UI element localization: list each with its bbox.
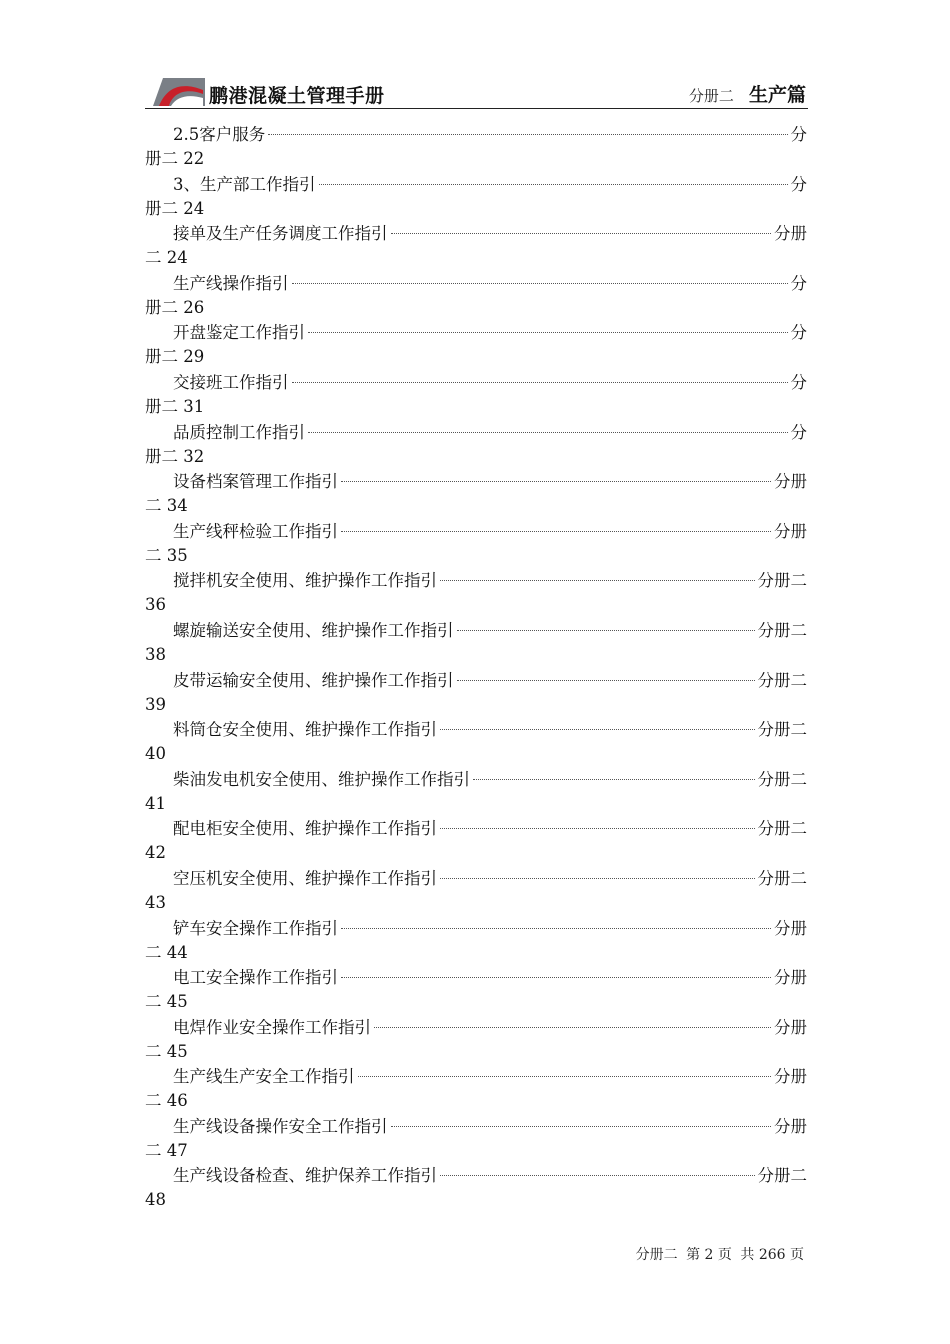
toc-entry[interactable] <box>145 717 807 767</box>
toc-entry-page: 二 46 <box>145 1091 188 1111</box>
toc-entry-line <box>145 519 807 544</box>
toc-entry-ref: 分 <box>790 273 807 293</box>
toc-leader-dots <box>374 1027 771 1028</box>
toc-entry-page: 39 <box>145 694 166 714</box>
toc-entry[interactable] <box>145 1015 807 1065</box>
toc-entry[interactable] <box>145 469 807 519</box>
toc-leader-dots <box>440 1175 755 1176</box>
toc-entry-page: 册二 32 <box>145 446 205 466</box>
toc-entry[interactable] <box>145 122 807 172</box>
toc-leader-dots <box>292 382 788 383</box>
toc-leader-dots <box>391 1126 772 1127</box>
toc-entry-line <box>145 618 807 643</box>
toc-entry[interactable] <box>145 568 807 618</box>
toc-entry-page: 册二 29 <box>145 347 205 367</box>
toc-leader-dots <box>358 1076 772 1077</box>
toc-entry-ref: 分册 <box>774 472 807 492</box>
toc-entry-title[interactable]: 生产线设备操作安全工作指引 <box>173 1116 388 1136</box>
toc-entry-page: 册二 24 <box>145 198 205 218</box>
volume-label: 分册二 <box>688 87 734 105</box>
toc-entry-ref: 分册二 <box>757 620 807 640</box>
toc-entry-page: 38 <box>145 644 166 664</box>
toc-entry-title[interactable]: 铲车安全操作工作指引 <box>173 918 338 938</box>
toc-leader-dots <box>308 332 788 333</box>
toc-entry-title[interactable]: 开盘鉴定工作指引 <box>173 323 305 343</box>
toc-entry-ref: 分册二 <box>757 868 807 888</box>
toc-entry[interactable] <box>145 1163 807 1213</box>
toc-leader-dots <box>308 432 788 433</box>
manual-title: 鹏港混凝土管理手册 <box>209 85 385 107</box>
toc-entry[interactable] <box>145 320 807 370</box>
toc-leader-dots <box>292 283 788 284</box>
toc-entry[interactable] <box>145 1114 807 1164</box>
toc-entry-ref: 分册 <box>774 968 807 988</box>
toc-entry-ref: 分册二 <box>757 720 807 740</box>
section-label: 生产篇 <box>748 84 806 106</box>
toc-leader-dots <box>341 977 771 978</box>
toc-leader-dots <box>457 630 755 631</box>
toc-entry-line <box>145 1163 807 1188</box>
toc-entry-line <box>145 767 807 792</box>
toc-entry-page: 二 24 <box>145 248 188 268</box>
page-header <box>145 74 808 109</box>
toc-entry-page: 43 <box>145 892 166 912</box>
toc-entry-line <box>145 271 807 296</box>
toc-entry-page: 册二 22 <box>145 149 205 168</box>
toc-entry-page: 册二 26 <box>145 297 205 317</box>
toc-entry-ref: 分 <box>790 323 807 343</box>
toc-entry-title[interactable]: 电工安全操作工作指引 <box>173 968 338 988</box>
toc-entry-page: 36 <box>145 595 166 615</box>
toc-entry-line <box>145 370 807 395</box>
toc-entry[interactable] <box>145 370 807 420</box>
toc-entry-ref: 分册 <box>774 224 807 244</box>
toc-entry-page: 42 <box>145 843 166 863</box>
toc-entry-title[interactable]: 料筒仓安全使用、维护操作工作指引 <box>173 720 437 740</box>
toc-entry-line <box>145 668 807 693</box>
company-logo <box>153 76 205 106</box>
toc-entry-ref: 分册 <box>774 521 807 541</box>
toc-entry-title[interactable]: 品质控制工作指引 <box>173 422 305 442</box>
header-section-label <box>689 80 806 107</box>
toc-entry-ref: 分册 <box>774 1116 807 1136</box>
toc-entry-title[interactable]: 生产线设备检查、维护保养工作指引 <box>173 1166 437 1186</box>
toc-entry-line <box>145 717 807 742</box>
toc-entry-title[interactable]: 3、生产部工作指引 <box>173 174 316 194</box>
toc-entry-line <box>145 965 807 990</box>
toc-entry-title[interactable]: 交接班工作指引 <box>173 372 289 392</box>
toc-entry[interactable] <box>145 916 807 966</box>
toc-entry-line <box>145 172 807 197</box>
toc-entry-page: 二 34 <box>145 496 188 516</box>
toc-entry-page: 48 <box>145 1190 166 1210</box>
toc-leader-dots <box>440 828 755 829</box>
toc-entry-line <box>145 420 807 445</box>
toc-entry-title[interactable]: 2.5客户服务 <box>173 125 266 144</box>
toc-entry[interactable] <box>145 221 807 271</box>
toc-leader-dots <box>319 184 788 185</box>
toc-entry[interactable] <box>145 618 807 668</box>
toc-entry-ref: 分 <box>790 422 807 442</box>
toc-leader-dots <box>341 481 771 482</box>
toc-entry-page: 40 <box>145 744 166 764</box>
toc-entry-page: 二 47 <box>145 1140 188 1160</box>
toc-entry[interactable] <box>145 965 807 1015</box>
table-of-contents <box>145 122 807 1213</box>
toc-entry-title[interactable]: 空压机安全使用、维护操作工作指引 <box>173 868 437 888</box>
footer-volume: 分册二 <box>635 1247 678 1263</box>
toc-entry[interactable] <box>145 271 807 321</box>
toc-entry-line <box>145 866 807 891</box>
toc-entry-line <box>145 1064 807 1089</box>
toc-entry-page: 二 44 <box>145 942 188 962</box>
toc-entry-page: 二 45 <box>145 992 188 1012</box>
toc-entry[interactable] <box>145 668 807 718</box>
toc-entry[interactable] <box>145 767 807 817</box>
toc-leader-dots <box>391 233 772 234</box>
toc-entry-title[interactable]: 生产线秤检验工作指引 <box>173 521 338 541</box>
toc-entry-title[interactable]: 接单及生产任务调度工作指引 <box>173 224 388 244</box>
toc-entry-line <box>145 916 807 941</box>
toc-entry[interactable] <box>145 866 807 916</box>
toc-entry-title[interactable]: 皮带运输安全使用、维护操作工作指引 <box>173 670 454 690</box>
toc-entry-page: 册二 31 <box>145 396 205 416</box>
toc-leader-dots <box>440 729 755 730</box>
toc-entry-line <box>145 1114 807 1139</box>
toc-entry-ref: 分册二 <box>757 670 807 690</box>
toc-leader-dots <box>268 134 787 135</box>
toc-entry-ref: 分册二 <box>757 819 807 839</box>
toc-entry[interactable] <box>145 816 807 866</box>
toc-entry-title[interactable]: 生产线生产安全工作指引 <box>173 1067 355 1087</box>
toc-entry-title[interactable]: 生产线操作指引 <box>173 273 289 293</box>
toc-entry-ref: 分册 <box>774 1067 807 1087</box>
toc-entry-ref: 分册二 <box>757 769 807 789</box>
toc-entry-title[interactable]: 搅拌机安全使用、维护操作工作指引 <box>173 571 437 591</box>
toc-entry-page: 二 35 <box>145 545 188 565</box>
toc-entry-line <box>145 122 807 147</box>
toc-leader-dots <box>440 878 755 879</box>
toc-entry-title[interactable]: 设备档案管理工作指引 <box>173 472 338 492</box>
toc-entry-title[interactable]: 配电柜安全使用、维护操作工作指引 <box>173 819 437 839</box>
toc-entry-ref: 分册二 <box>757 1166 807 1186</box>
toc-entry-page: 二 45 <box>145 1041 188 1061</box>
toc-entry-page: 41 <box>145 793 166 813</box>
footer-page-number: 第 2 页 <box>686 1247 732 1263</box>
toc-entry-ref: 分 <box>790 372 807 392</box>
toc-entry-line <box>145 469 807 494</box>
toc-entry-ref: 分册 <box>774 1017 807 1037</box>
toc-entry-line <box>145 1015 807 1040</box>
toc-leader-dots <box>341 928 771 929</box>
toc-entry[interactable] <box>145 420 807 470</box>
toc-entry-line <box>145 816 807 841</box>
toc-entry-ref: 分册 <box>774 918 807 938</box>
toc-leader-dots <box>341 531 771 532</box>
toc-leader-dots <box>440 580 755 581</box>
toc-leader-dots <box>457 680 755 681</box>
toc-entry-line <box>145 320 807 345</box>
toc-entry-line <box>145 221 807 246</box>
toc-entry-title[interactable]: 电焊作业安全操作工作指引 <box>173 1017 371 1037</box>
toc-entry-ref: 分 <box>790 125 807 144</box>
toc-entry-ref: 分 <box>790 174 807 194</box>
toc-entry-ref: 分册二 <box>757 571 807 591</box>
footer-total-pages: 共 266 页 <box>740 1247 804 1263</box>
toc-entry-title[interactable]: 柴油发电机安全使用、维护操作工作指引 <box>173 769 470 789</box>
page-footer <box>632 1244 804 1264</box>
toc-entry[interactable] <box>145 519 807 569</box>
toc-leader-dots <box>473 779 755 780</box>
toc-entry[interactable] <box>145 1064 807 1114</box>
toc-entry[interactable] <box>145 172 807 222</box>
toc-entry-line <box>145 568 807 593</box>
toc-entry-title[interactable]: 螺旋输送安全使用、维护操作工作指引 <box>173 620 454 640</box>
